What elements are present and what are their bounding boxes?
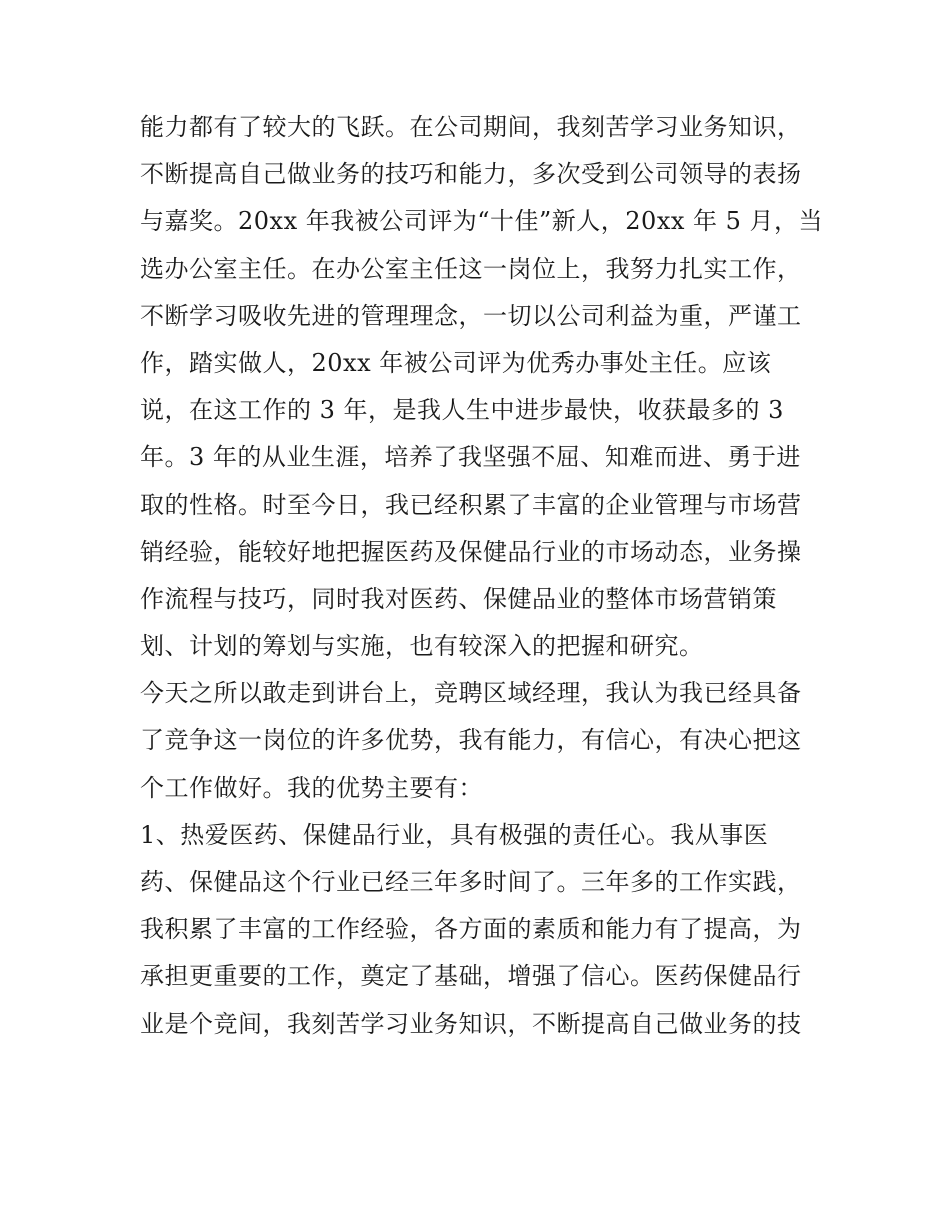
text-line: 不断学习吸收先进的管理理念，一切以公司利益为重，严谨工 [140, 301, 802, 330]
body-text [140, 104, 830, 1048]
text-line: 作流程与技巧，同时我对医药、保健品业的整体市场营销策 [140, 584, 777, 613]
text-line: 选办公室主任。在办公室主任这一岗位上，我努力扎实工作， [140, 254, 802, 283]
text-line: 说，在这工作的 3 年，是我人生中进步最快，收获最多的 3 [140, 396, 784, 425]
text-line: 业是个竞间，我刻苦学习业务知识，不断提高自己做业务的技 [140, 1009, 802, 1038]
text-line: 划、计划的筹划与实施，也有较深入的把握和研究。 [140, 632, 704, 661]
text-line: 个工作做好。我的优势主要有： [140, 773, 483, 802]
text-line: 药、保健品这个行业已经三年多时间了。三年多的工作实践， [140, 868, 802, 896]
text-line: 我积累了丰富的工作经验，各方面的素质和能力有了提高，为 [140, 915, 802, 944]
text-line: 销经验，能较好地把握医药及保健品行业的市场动态，业务操 [140, 537, 802, 566]
text-line: 与嘉奖。20xx 年我被公司评为“十佳”新人，20xx 年 5 月，当 [140, 207, 824, 236]
text-line: 承担更重要的工作，奠定了基础，增强了信心。医药保健品行 [140, 962, 802, 991]
text-line: 取的性格。时至今日，我已经积累了丰富的企业管理与市场营 [140, 490, 802, 519]
text-line: 能力都有了较大的飞跃。在公司期间，我刻苦学习业务知识， [140, 113, 802, 141]
text-line: 今天之所以敢走到讲台上，竞聘区域经理，我认为我已经具备 [140, 679, 802, 708]
text-line: 年。3 年的从业生涯，培养了我坚强不屈、知难而进、勇于进 [140, 443, 801, 472]
text-line: 不断提高自己做业务的技巧和能力，多次受到公司领导的表扬 [140, 160, 802, 189]
text-line: 了竞争这一岗位的许多优势，我有能力，有信心，有决心把这 [140, 726, 802, 755]
text-line: 作，踏实做人，20xx 年被公司评为优秀办事处主任。应该 [140, 348, 772, 377]
text-line: 1、热爱医药、保健品行业，具有极强的责任心。我从事医 [140, 820, 769, 849]
